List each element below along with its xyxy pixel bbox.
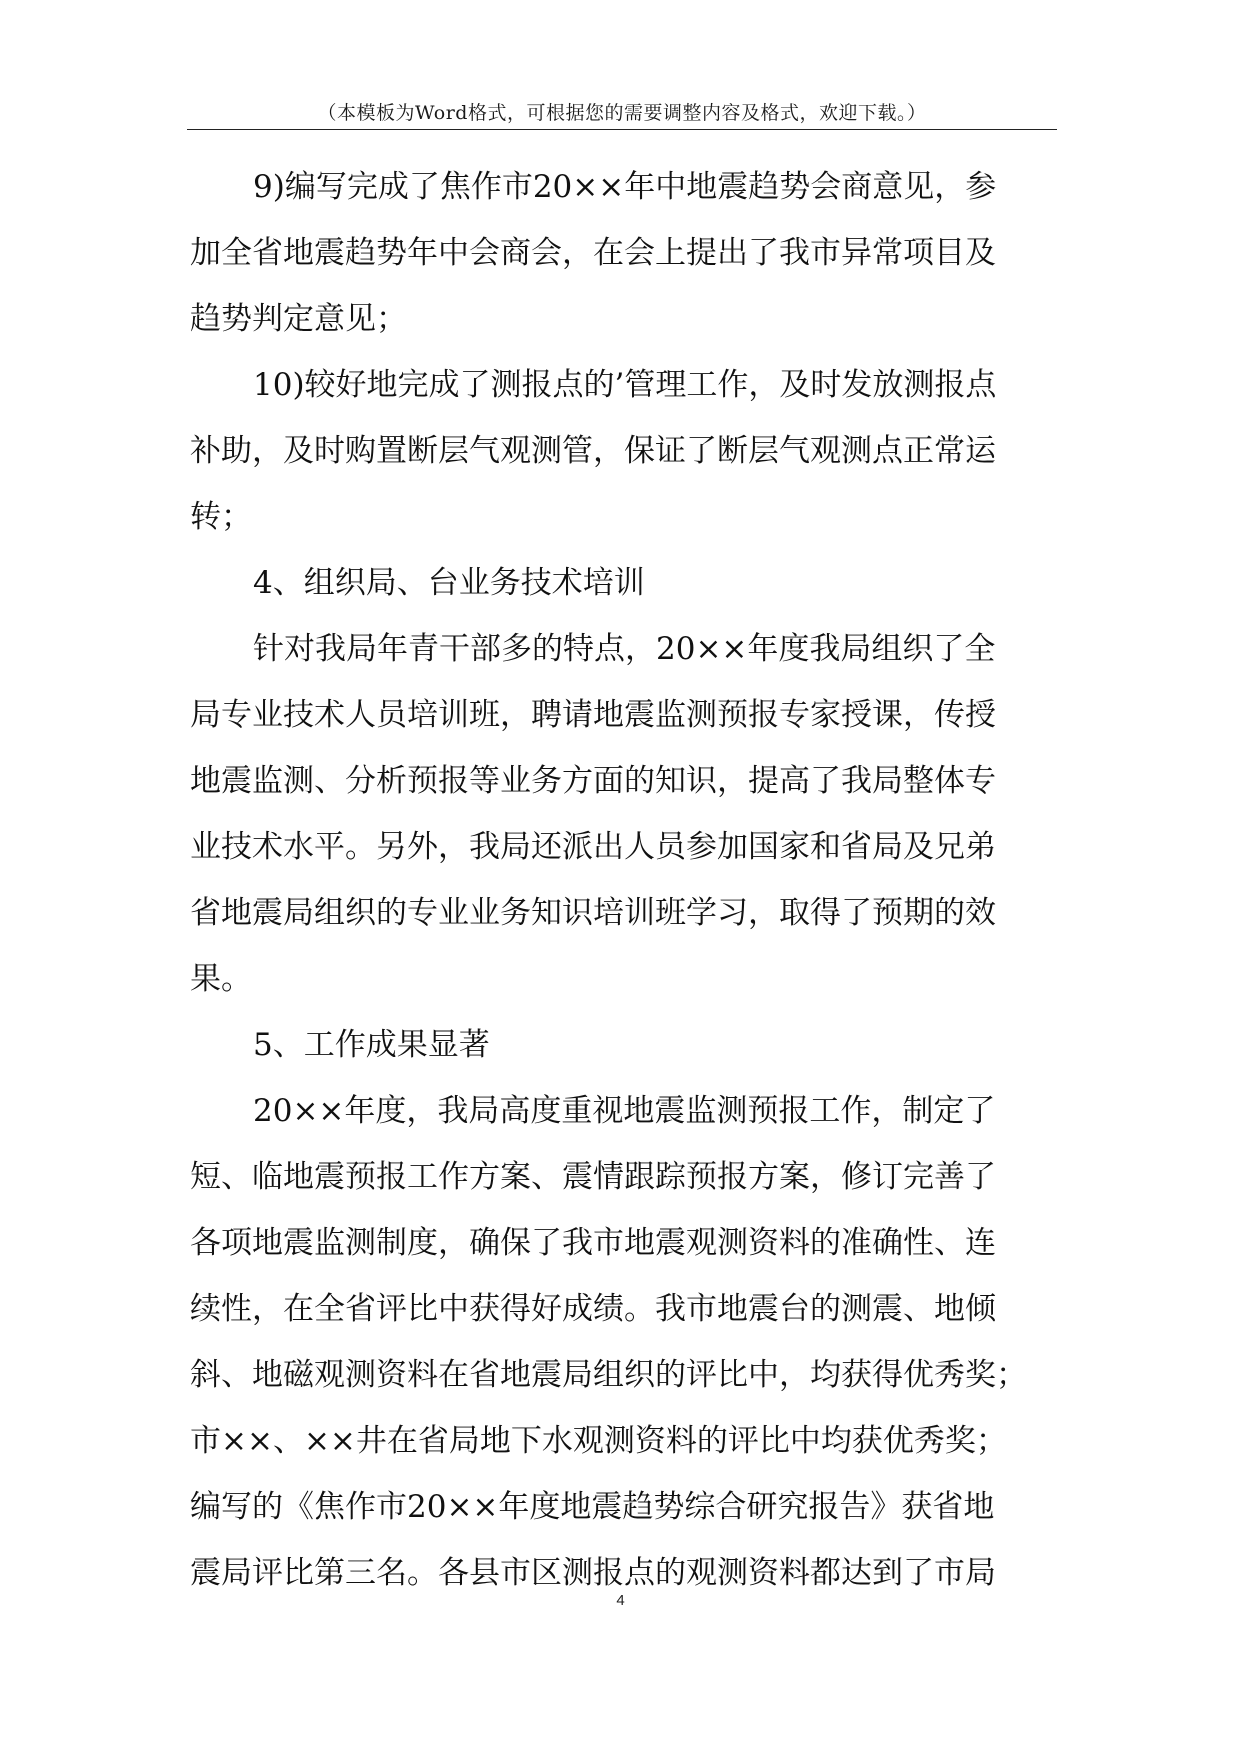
paragraph-line: 业技术水平。另外，我局还派出人员参加国家和省局及兄弟 (190, 829, 996, 865)
header-divider (187, 129, 1057, 130)
paragraph-line: 转； (190, 499, 252, 535)
paragraph-line: 短、临地震预报工作方案、震情跟踪预报方案，修订完善了 (190, 1159, 996, 1195)
paragraph-line: 震局评比第三名。各县市区测报点的观测资料都达到了市局 (190, 1555, 996, 1591)
paragraph-line: 果。 (190, 961, 252, 997)
paragraph-line: 9)编写完成了焦作市20××年中地震趋势会商意见，参 (253, 169, 997, 205)
paragraph-line: 20××年度，我局高度重视地震监测预报工作，制定了 (253, 1093, 996, 1129)
paragraph-line: 补助，及时购置断层气观测管，保证了断层气观测点正常运 (190, 433, 996, 469)
paragraph-line: 市××、××井在省局地下水观测资料的评比中均获优秀奖； (190, 1423, 1007, 1459)
paragraph-line: 各项地震监测制度，确保了我市地震观测资料的准确性、连 (190, 1225, 996, 1261)
document-body (190, 154, 1058, 1606)
paragraph-line: 斜、地磁观测资料在省地震局组织的评比中，均获得优秀奖； (190, 1357, 1027, 1393)
paragraph-line: 针对我局年青干部多的特点，20××年度我局组织了全 (253, 631, 996, 667)
section-heading: 4、组织局、台业务技术培训 (253, 565, 645, 601)
paragraph-line: 地震监测、分析预报等业务方面的知识，提高了我局整体专 (190, 763, 996, 799)
paragraph-line: 省地震局组织的专业业务知识培训班学习，取得了预期的效 (190, 895, 996, 931)
paragraph-line: 10)较好地完成了测报点的’管理工作，及时发放测报点 (253, 367, 997, 403)
paragraph-line: 加全省地震趋势年中会商会，在会上提出了我市异常项目及 (190, 235, 996, 271)
page-number: 4 (616, 1592, 625, 1609)
template-note-header: （本模板为Word格式，可根据您的需要调整内容及格式，欢迎下载。） (317, 102, 927, 124)
paragraph-line: 续性，在全省评比中获得好成绩。我市地震台的测震、地倾 (190, 1291, 996, 1327)
section-heading: 5、工作成果显著 (253, 1027, 490, 1063)
paragraph-line: 局专业技术人员培训班，聘请地震监测预报专家授课，传授 (190, 697, 996, 733)
paragraph-line: 趋势判定意见； (190, 301, 407, 337)
paragraph-line: 编写的《焦作市20××年度地震趋势综合研究报告》获省地 (190, 1489, 995, 1525)
